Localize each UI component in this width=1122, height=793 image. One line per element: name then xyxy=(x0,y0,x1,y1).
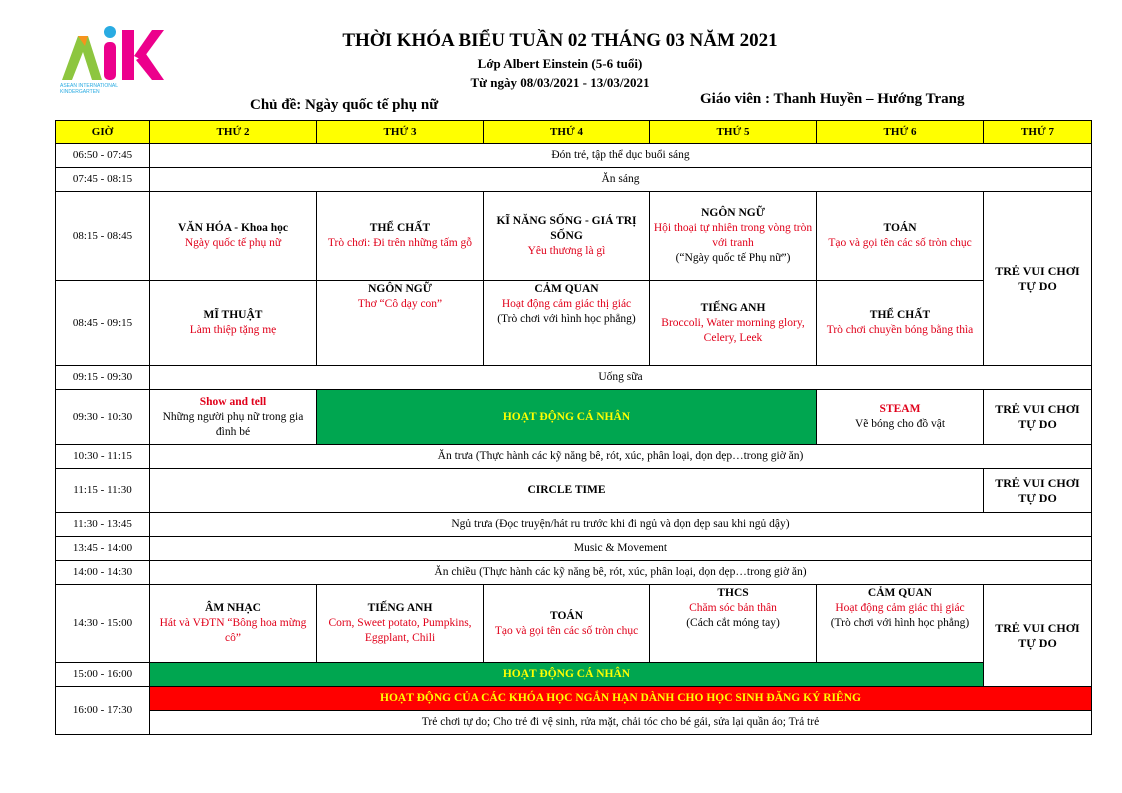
lesson-cell xyxy=(317,192,484,281)
time-cell: 14:00 - 14:30 xyxy=(56,561,150,585)
timetable xyxy=(55,120,1092,735)
lesson-cell xyxy=(150,585,317,663)
table-row xyxy=(56,366,1092,390)
lesson-detail: Hoạt động cảm giác thị giác xyxy=(501,298,632,310)
header-tue: THỨ 3 xyxy=(317,121,484,144)
lesson-detail: Tạo và gọi tên các số tròn chục xyxy=(494,624,639,637)
time-cell: 09:15 - 09:30 xyxy=(56,366,150,390)
free-play-cell: TRẺ VUI CHƠI TỰ DO xyxy=(984,390,1092,445)
table-row xyxy=(56,168,1092,192)
lesson-note: (“Ngày quốc tế Phụ nữ”) xyxy=(675,252,791,264)
lesson-title: TOÁN xyxy=(883,222,917,234)
activity-cell: Uống sữa xyxy=(150,366,1092,390)
lesson-note: (Trò chơi với hình học phẳng) xyxy=(497,313,636,325)
page-title: THỜI KHÓA BIỂU TUẦN 02 THÁNG 03 NĂM 2021 xyxy=(342,30,778,51)
header-row xyxy=(56,121,1092,144)
header-mon: THỨ 2 xyxy=(150,121,317,144)
lesson-detail: Chăm sóc bản thân xyxy=(689,602,777,614)
time-cell: 08:15 - 08:45 xyxy=(56,192,150,281)
activity-cell: Ăn trưa (Thực hành các kỹ năng bê, rót, xúc, phân loại, dọn dẹp…trong giờ ăn) xyxy=(150,445,1092,469)
table-row xyxy=(56,561,1092,585)
lesson-detail: Vẽ bóng cho đồ vật xyxy=(854,418,946,430)
lesson-cell xyxy=(650,585,817,663)
lesson-cell xyxy=(484,585,650,663)
logo-letter-a-icon xyxy=(62,36,102,80)
table-row xyxy=(56,281,1092,366)
lesson-cell xyxy=(150,281,317,366)
lesson-title: KĨ NĂNG SỐNG - GIÁ TRỊ SỐNG xyxy=(496,214,637,242)
time-cell: 06:50 - 07:45 xyxy=(56,144,150,168)
time-cell: 11:15 - 11:30 xyxy=(56,469,150,513)
lesson-title: TOÁN xyxy=(549,609,584,622)
lesson-detail: Hát và VĐTN “Bông hoa mừng cô” xyxy=(159,617,307,644)
lesson-detail: Broccoli, Water morning glory, Celery, Leek xyxy=(661,316,805,344)
lesson-title: THCS xyxy=(717,587,749,599)
lesson-title: NGÔN NGỮ xyxy=(701,207,765,219)
table-row xyxy=(56,445,1092,469)
teacher-line: Giáo viên : Thanh Huyền – Hướng Trang xyxy=(700,91,965,107)
lesson-title: TIẾNG ANH xyxy=(367,602,433,614)
lesson-detail: Những người phụ nữ trong gia đình bé xyxy=(162,410,304,438)
lesson-cell xyxy=(317,585,484,663)
lesson-detail: Thơ “Cô dạy con” xyxy=(357,298,443,310)
lesson-cell xyxy=(817,281,984,366)
lesson-title: CẢM QUAN xyxy=(534,283,599,295)
header-fri: THỨ 6 xyxy=(817,121,984,144)
lesson-note: (Trò chơi với hình học phẳng) xyxy=(830,617,970,629)
table-row xyxy=(56,513,1092,537)
lesson-cell xyxy=(817,390,984,445)
header-sat: THỨ 7 xyxy=(984,121,1092,144)
lesson-detail: Hoạt động cảm giác thị giác xyxy=(835,602,965,614)
lesson-title: STEAM xyxy=(879,403,921,415)
lesson-detail: Yêu thương là gì xyxy=(527,244,606,257)
lesson-detail: Ngày quốc tế phụ nữ xyxy=(184,237,282,249)
header-wed: THỨ 4 xyxy=(484,121,650,144)
theme-line: Chủ đề: Ngày quốc tế phụ nữ xyxy=(250,97,439,113)
lesson-title: NGÔN NGỮ xyxy=(368,283,432,295)
activity-cell: Ngủ trưa (Đọc truyện/hát ru trước khi đi ngủ và dọn dẹp sau khi ngủ dậy) xyxy=(150,513,1092,537)
time-cell: 13:45 - 14:00 xyxy=(56,537,150,561)
lesson-cell xyxy=(317,281,484,366)
activity-cell: Music & Movement xyxy=(150,537,1092,561)
lesson-title: THỂ CHẤT xyxy=(369,222,431,234)
free-play-cell: TRẺ VUI CHƠI TỰ DO xyxy=(984,192,1092,366)
activity-cell: Ăn sáng xyxy=(150,168,1092,192)
table-row xyxy=(56,192,1092,281)
time-cell: 08:45 - 09:15 xyxy=(56,281,150,366)
activity-cell: Trẻ chơi tự do; Cho trẻ đi vệ sinh, rửa mặt, chải tóc cho bé gái, sửa lại quần áo; Trả trẻ xyxy=(150,711,1092,735)
individual-activity-cell: HOẠT ĐỘNG CÁ NHÂN xyxy=(150,663,984,687)
short-course-bar: HOẠT ĐỘNG CỦA CÁC KHÓA HỌC NGẮN HẠN DÀNH CHO HỌC SINH ĐĂNG KÝ RIÊNG xyxy=(150,687,1092,711)
class-line: Lớp Albert Einstein (5-6 tuổi) xyxy=(477,56,643,71)
lesson-title: ÂM NHẠC xyxy=(205,602,261,614)
table-row xyxy=(56,390,1092,445)
lesson-title: CẢM QUAN xyxy=(867,587,933,599)
free-play-cell: TRẺ VUI CHƠI TỰ DO xyxy=(984,469,1092,513)
lesson-cell xyxy=(150,390,317,445)
lesson-note: (Cách cắt móng tay) xyxy=(686,617,780,629)
time-cell: 16:00 - 17:30 xyxy=(56,687,150,735)
lesson-detail: Hội thoại tự nhiên trong vòng tròn với tranh xyxy=(653,222,813,249)
table-row xyxy=(56,711,1092,735)
lesson-title: THỂ CHẤT xyxy=(869,309,931,321)
circle-time-cell: CIRCLE TIME xyxy=(150,469,984,513)
free-play-cell: TRẺ VUI CHƠI TỰ DO xyxy=(984,585,1092,687)
logo-tagline: ASEAN INTERNATIONAL xyxy=(60,83,118,89)
lesson-detail: Trò chơi: Đi trên những tấm gỗ xyxy=(327,237,473,249)
school-logo xyxy=(56,22,166,94)
logo-letter-i-icon xyxy=(104,26,116,80)
activity-cell: Ăn chiều (Thực hành các kỹ năng bê, rót, xúc, phân loại, dọn dẹp…trong giờ ăn) xyxy=(150,561,1092,585)
lesson-detail: Tạo và gọi tên các số tròn chục xyxy=(828,237,972,249)
table-row xyxy=(56,585,1092,663)
lesson-detail: Làm thiệp tặng mẹ xyxy=(189,324,277,336)
time-cell: 07:45 - 08:15 xyxy=(56,168,150,192)
table-row xyxy=(56,687,1092,711)
table-row xyxy=(56,469,1092,513)
lesson-cell xyxy=(817,585,984,663)
lesson-cell xyxy=(150,192,317,281)
logo-tagline-2: KINDERGARTEN xyxy=(60,89,100,94)
table-row xyxy=(56,663,1092,687)
lesson-cell xyxy=(817,192,984,281)
lesson-detail: Trò chơi chuyền bóng bằng thìa xyxy=(826,324,974,336)
lesson-cell xyxy=(650,192,817,281)
logo-letter-k-icon xyxy=(122,30,164,80)
time-cell: 09:30 - 10:30 xyxy=(56,390,150,445)
header-thu: THỨ 5 xyxy=(650,121,817,144)
individual-activity-cell: HOẠT ĐỘNG CÁ NHÂN xyxy=(317,390,817,445)
time-cell: 15:00 - 16:00 xyxy=(56,663,150,687)
header-time: GIỜ xyxy=(56,121,150,144)
table-row xyxy=(56,537,1092,561)
lesson-title: MĨ THUẬT xyxy=(203,309,263,321)
lesson-cell xyxy=(650,281,817,366)
lesson-title: Show and tell xyxy=(199,395,267,408)
lesson-detail: Corn, Sweet potato, Pumpkins, Eggplant, Chili xyxy=(328,617,472,644)
activity-cell: Đón trẻ, tập thể dục buổi sáng xyxy=(150,144,1092,168)
date-line: Từ ngày 08/03/2021 - 13/03/2021 xyxy=(470,75,650,90)
time-cell: 14:30 - 15:00 xyxy=(56,585,150,663)
lesson-title: TIẾNG ANH xyxy=(700,301,766,314)
lesson-cell xyxy=(484,192,650,281)
table-row xyxy=(56,144,1092,168)
time-cell: 10:30 - 11:15 xyxy=(56,445,150,469)
lesson-cell xyxy=(484,281,650,366)
time-cell: 11:30 - 13:45 xyxy=(56,513,150,537)
lesson-title: VĂN HÓA - Khoa học xyxy=(178,222,288,234)
